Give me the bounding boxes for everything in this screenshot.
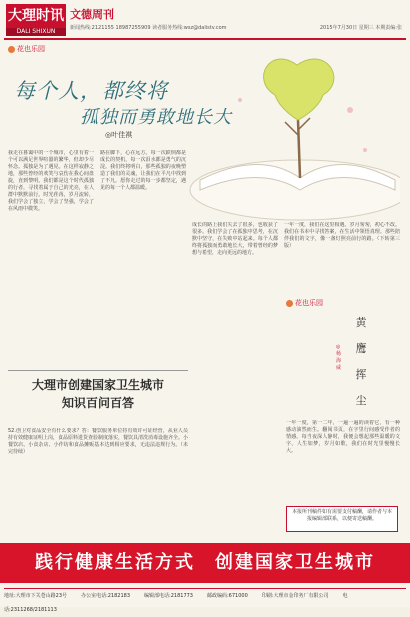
byline: ◎叶佳祺 xyxy=(105,131,133,139)
section-tag-right xyxy=(286,298,323,308)
masthead-meta: 新闻热线:2121155 18987255909 读者服务热线:wsz@dalistv.com xyxy=(70,25,227,31)
footer xyxy=(4,588,406,613)
masthead xyxy=(4,4,406,36)
bottom-banner: 践行健康生活方式 创建国家卫生城市 xyxy=(0,543,410,583)
book-tree-illustration xyxy=(180,40,400,230)
footer-office: 办公室电话:2182183 xyxy=(81,593,131,599)
section-tag-label: 花也乐园 xyxy=(17,45,45,53)
section-title: 文德周刊 xyxy=(70,8,114,21)
footer-address: 地址:大理市下关苍山路23号 xyxy=(4,593,68,599)
flower-icon xyxy=(8,46,15,53)
headline-line-1: 每个人，都终将 xyxy=(14,79,168,103)
brand-logo: 大理时讯 xyxy=(6,4,66,28)
flower-icon xyxy=(286,300,293,307)
footer-ads: 电话:2311268/2181113 xyxy=(4,593,348,613)
masthead-date: 2015年7月30日 星期三 本期责编:张 xyxy=(319,25,402,31)
section-divider xyxy=(8,370,188,371)
footer-print: 印刷:大理市金印务厂有限公司 xyxy=(261,593,329,599)
subarticle-title-line-2: 知识百问百答 xyxy=(61,396,134,410)
editor-note: 本报所刊稿件如有需要支付稿酬，请作者与本报编辑部联系，以便寄送稿酬。 xyxy=(286,506,398,532)
subarticle-body: 52.创卫对食品安全有什么要求？答：餐饮服务单位持有效许可证经营，从业人员持有效健康证明上岗，食品原料进货查验制度落实，餐饮具清洗消毒设施齐全。小餐饮店、小食杂店、小作坊和食品摊贩基本达到相应要求，无违法违规行为。（未完待续） xyxy=(8,428,188,455)
headline-line-2: 孤独而勇敢地长大 xyxy=(80,107,232,128)
article-column-1: 我走在暮霭中的一个城市，心里有着一个可以满足世界喧嚣的繁华，但却少尽怀念。孤独是为了遇见。在这样寂静之地，那些曾经的欢笑与哀伤在我心间盘旋，直到黎明。我们都是这个时代孤独的行者，寻找着属于自己的光亮，在人群中默默前行。时光荏苒，岁月流转，我们学会了独立，学会了坚强，学会了在风雨中微笑。 xyxy=(8,150,94,212)
footer-postcode: 邮政编码:671000 xyxy=(207,593,248,599)
poem-title: 黄鹰挥尘 xyxy=(355,316,367,407)
article-column-2: 路在脚下，心在远方。每一次跌倒都是成长的契机，每一次泪水都是勇气的沉淀。我们终将明白，那些孤独的夜晚塑造了我们的灵魂，让我们在平凡中找到了不凡。愿你走过的每一步都坚定，遇见的每一个人都温暖。 xyxy=(100,150,186,191)
article-column-3: 成长的路上我们失去了很多，也收获了很多。我们学会了在孤独中思考，在沉默中坚守，在失败中站起来。每个人都终将孤独而勇敢地长大，带着曾经的梦想与希望，走向更远的地方。 xyxy=(192,222,278,256)
poem-author: ◎杨海威 xyxy=(336,344,342,371)
article-column-4: 一年一度，我们在这里相遇。岁月匆匆，初心不改。我们在书本中寻找答案，在生活中领悟真理。那些陪伴我们的文字，像一盏灯照亮前行的路。（下转第三版） xyxy=(284,222,400,249)
subarticle-title-line-1: 大理市创建国家卫生城市 xyxy=(31,378,164,392)
footer-editorial: 编辑部电话:2181773 xyxy=(144,593,193,599)
right-column-body: 一年一度，第一二年，一遍一遍的读着它，有一种感动油然而生。翻阅书页，在字里行间感受作者的情感。每当夜深人静时，我便会想起那些温暖的文字。人生如梦，岁月如歌，我们在时光里慢慢长大。 xyxy=(286,420,400,454)
section-tag-left xyxy=(8,44,45,54)
subarticle-title xyxy=(8,376,188,420)
brand-subtitle: DALI SHIXUN xyxy=(6,28,66,36)
section-tag-label: 花也乐园 xyxy=(295,299,323,307)
